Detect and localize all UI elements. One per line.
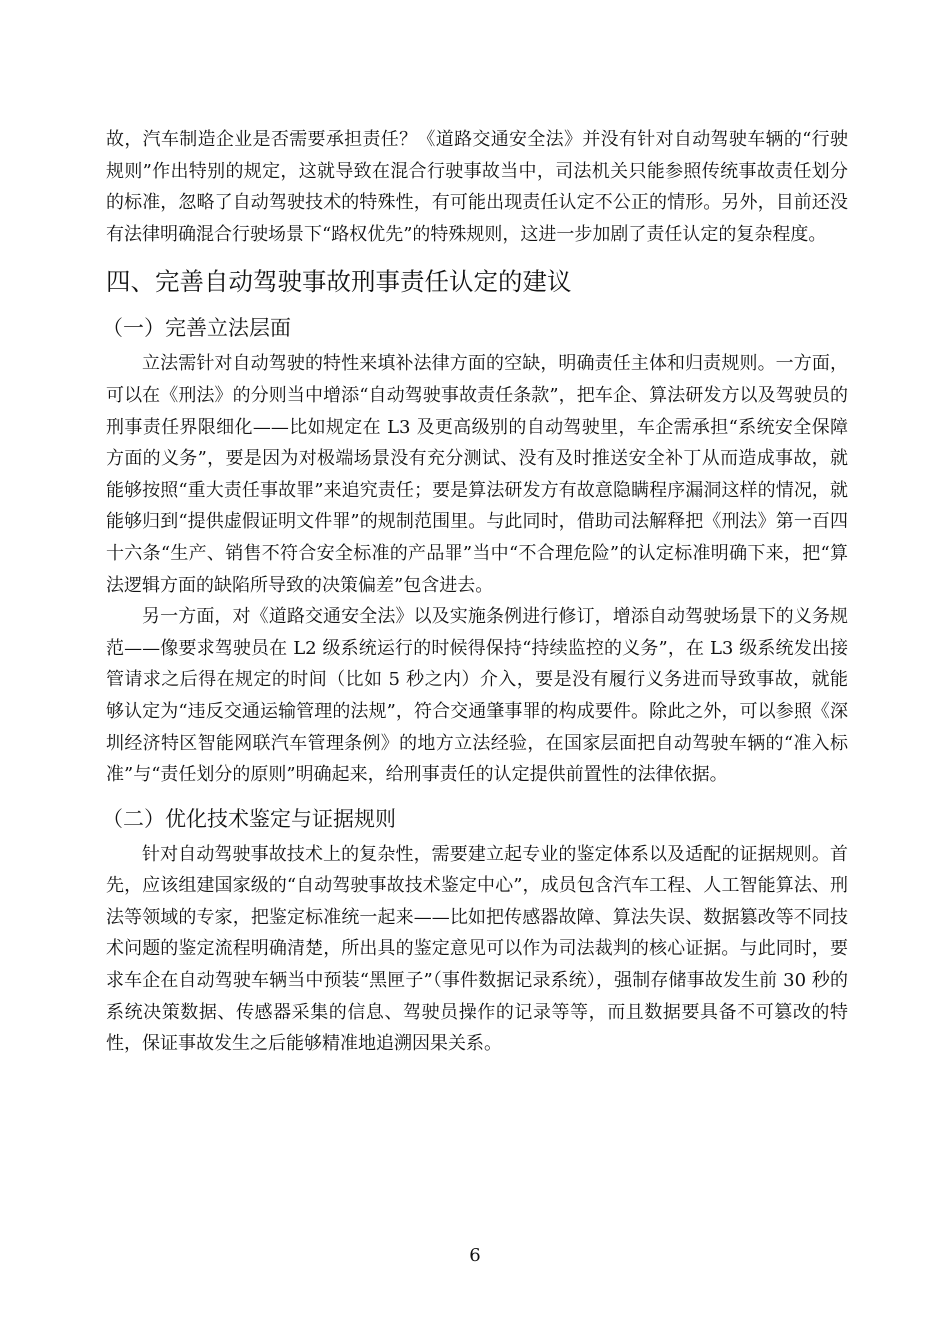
page-number: 6	[469, 1245, 481, 1266]
subsection-heading-legislation: （一）完善立法层面	[102, 316, 291, 341]
intro-paragraph: 故，汽车制造企业是否需要承担责任？《道路交通安全法》并没有针对自动驾驶车辆的“行驶规则”作出特别的规定，这就导致在混合行驶事故当中，司法机关只能参照传统事故责任划分的标准，忽略了自动驾驶技术的特殊性，有可能出现责任认定不公正的情形。另外，目前还没有法律明确混合行驶场景下“路权优先”的特殊规则，这进一步加剧了责任认定的复杂程度。	[106, 129, 848, 245]
body-paragraph: 立法需针对自动驾驶的特性来填补法律方面的空缺，明确责任主体和归责规则。一方面，可以在《刑法》的分则当中增添“自动驾驶事故责任条款”，把车企、算法研发方以及驾驶员的刑事责任界限细化——比如规定在 L3 及更高级别的自动驾驶里，车企需承担“系统安全保障方面的义务”，要是因为对极端场景没有充分测试、没有及时推送安全补丁从而造成事故，就能够按照“重大责任事故罪”来追究责任；要是算法研发方有故意隐瞒程序漏洞这样的情况，就能够归到“提供虚假证明文件罪”的规制范围里。与此同时，借助司法解释把《刑法》第一百四十六条“生产、销售不符合安全标准的产品罪”当中“不合理危险”的认定标准明确下来，把“算法逻辑方面的缺陷所导致的决策偏差”包含进去。	[106, 353, 849, 596]
body-paragraph: 另一方面，对《道路交通安全法》以及实施条例进行修订，增添自动驾驶场景下的义务规范——像要求驾驶员在 L2 级系统运行的时候得保持“持续监控的义务”，在 L3 级系统发出接管请求之后得在规定的时间（比如 5 秒之内）介入，要是没有履行义务进而导致事故，就能够认定为“违反交通运输管理的法规”，符合交通肇事罪的构成要件。除此之外，可以参照《深圳经济特区智能网联汽车管理条例》的地方立法经验，在国家层面把自动驾驶车辆的“准入标准”与“责任划分的原则”明确起来，给刑事责任的认定提供前置性的法律依据。	[106, 606, 848, 786]
subsection-heading-evidence: （二）优化技术鉴定与证据规则	[102, 806, 396, 831]
body-paragraph: 针对自动驾驶事故技术上的复杂性，需要建立起专业的鉴定体系以及适配的证据规则。首先，应该组建国家级的“自动驾驶事故技术鉴定中心”，成员包含汽车工程、人工智能算法、刑法等领域的专家，把鉴定标准统一起来——比如把传感器故障、算法失误、数据篡改等不同技术问题的鉴定流程明确清楚，所出具的鉴定意见可以作为司法裁判的核心证据。与此同时，要求车企在自动驾驶车辆当中预装“黑匣子”（事件数据记录系统），强制存储事故发生前 30 秒的系统决策数据、传感器采集的信息、驾驶员操作的记录等等，而且数据要具备不可篡改的特性，保证事故发生之后能够精准地追溯因果关系。	[106, 843, 848, 1055]
section-heading: 四、完善自动驾驶事故刑事责任认定的建议	[106, 267, 572, 297]
page-body	[102, 124, 849, 1060]
